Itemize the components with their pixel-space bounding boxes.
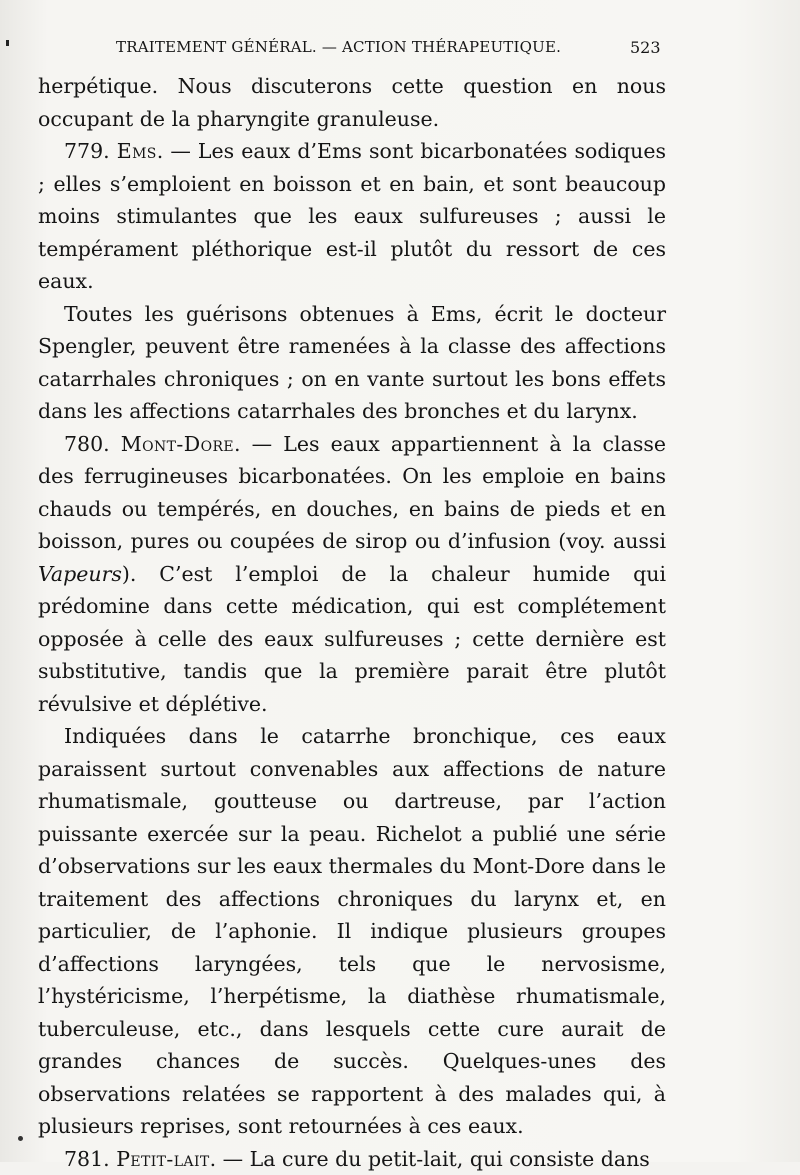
- paragraph-ems-results: [38, 298, 666, 428]
- paragraph-mont-dore-indications: [38, 720, 666, 1143]
- entry-separator: . —: [157, 139, 198, 163]
- paragraph-entry-779: [38, 135, 666, 298]
- entry-heading: Mont-Dore: [121, 432, 234, 456]
- paragraph-entry-780: [38, 428, 666, 721]
- margin-mark: [6, 40, 9, 46]
- entry-number: 781.: [64, 1147, 110, 1171]
- entry-heading: Petit-lait: [116, 1147, 209, 1171]
- entry-number: 779.: [64, 139, 110, 163]
- paragraph-text-continued: ). C’est l’emploi de la chaleur humide qui prédomine dans cette médication, qui est complétement opposée à celle des eaux sulfureuses ; cette dernière est substitutive, tandis que la première parait être plutôt révulsive et déplétive.: [38, 562, 666, 716]
- entry-separator: . —: [234, 432, 283, 456]
- page-number: 523: [630, 38, 661, 57]
- page-header: [38, 38, 660, 58]
- italic-reference: Vapeurs: [38, 562, 122, 586]
- entry-separator: . —: [210, 1147, 250, 1171]
- entry-heading: Ems: [117, 139, 157, 163]
- paragraph-text: Les eaux d’Ems sont bicarbonatées sodiques ; elles s’emploient en boisson et en bain, et sont beaucoup moins stimulantes que les eaux sulfureuses ; aussi le tempérament pléthorique est-il plutôt du ressort de ces eaux.: [38, 139, 666, 293]
- paragraph-entry-781: [38, 1143, 666, 1175]
- paragraph-text: Indiquées dans le catarrhe bronchique, ces eaux paraissent surtout convenables aux affections de nature rhumatismale, goutteuse ou dartreuse, par l’action puissante exercée sur la peau. Richelot a publié une série d’observations sur les eaux thermales du Mont-Dore dans le traitement des affections chroniques du larynx et, en particulier, de l’aphonie. Il indique plusieurs groupes d’affections laryngées, tels que le nervosisme, l’hystéricisme, l’herpétisme, la diathèse rhumatismale, tuberculeuse, etc., dans lesquels cette cure aurait de grandes chances de succès. Quelques-unes des observations relatées se rapportent à des malades qui, à plusieurs reprises, sont retournées à ces eaux.: [38, 724, 666, 1138]
- running-title: TRAITEMENT GÉNÉRAL. — ACTION THÉRAPEUTIQUE.: [116, 38, 561, 56]
- paragraph-text: Toutes les guérisons obtenues à Ems, écrit le docteur Spengler, peuvent être ramenées à la classe des affections catarrhales chroniques ; on en vante surtout les bons effets dans les affections catarrhales des bronches et du larynx.: [38, 302, 666, 424]
- paragraph-text: La cure du petit-lait, qui consiste dans: [250, 1147, 650, 1171]
- margin-dot: [18, 1136, 23, 1141]
- paragraph-continuation: [38, 70, 666, 135]
- body-text: [38, 70, 666, 1175]
- entry-number: 780.: [64, 432, 110, 456]
- paragraph-text: Les eaux appartiennent à la classe des ferrugineuses bicarbonatées. On les emploie en bains chauds ou tempérés, en douches, en bains de pieds et en boisson, pures ou coupées de sirop ou d’infusion (voy. aussi: [38, 432, 666, 554]
- paragraph-text: herpétique. Nous discuterons cette question en nous occupant de la pharyngite granuleuse.: [38, 74, 666, 131]
